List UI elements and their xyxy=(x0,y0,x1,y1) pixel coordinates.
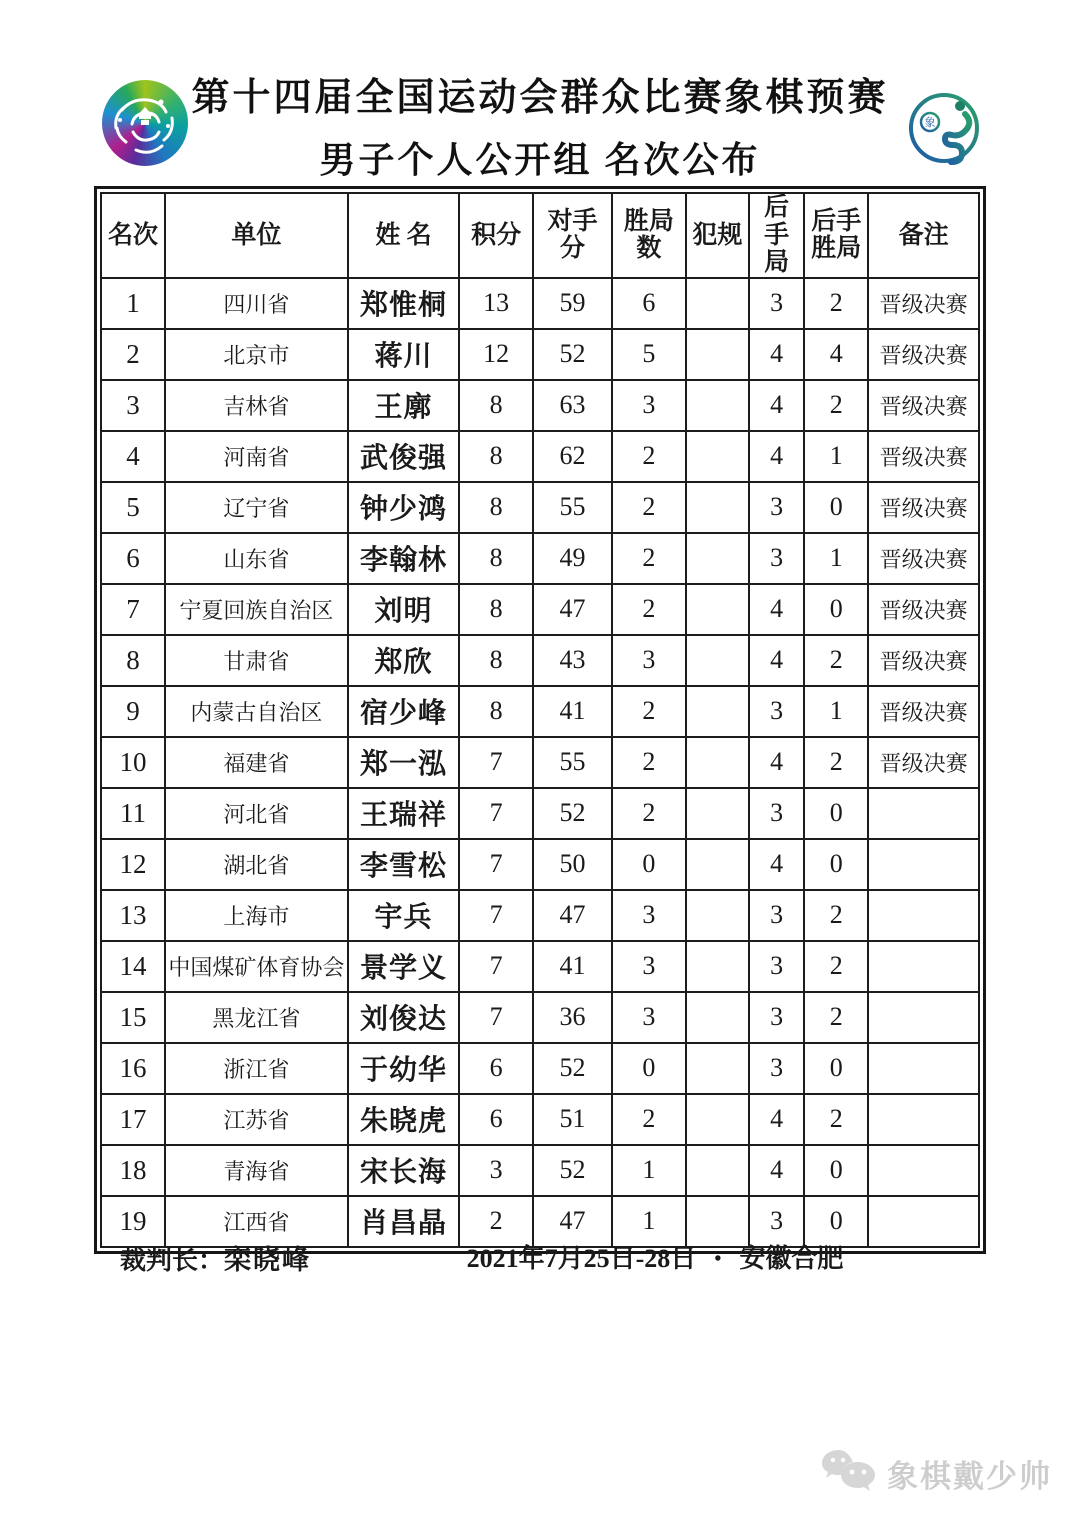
chief-judge-label: 裁判长： xyxy=(120,1246,225,1275)
table-cell: 3 xyxy=(749,941,804,992)
table-cell: 蒋川 xyxy=(348,329,460,380)
table-cell: 0 xyxy=(804,584,868,635)
table-cell: 3 xyxy=(459,1145,533,1196)
table-cell: 6 xyxy=(459,1043,533,1094)
table-cell: 47 xyxy=(533,890,612,941)
table-cell: 8 xyxy=(459,431,533,482)
table-cell: 2 xyxy=(612,686,686,737)
table-cell: 14 xyxy=(101,941,165,992)
table-cell: 晋级决赛 xyxy=(868,686,979,737)
table-cell xyxy=(686,839,749,890)
table-cell: 武俊强 xyxy=(348,431,460,482)
header-row xyxy=(101,193,979,278)
page-footer xyxy=(0,1238,1080,1278)
table-cell: 0 xyxy=(804,788,868,839)
table-cell: 52 xyxy=(533,1043,612,1094)
table-cell: 8 xyxy=(459,584,533,635)
table-cell: 7 xyxy=(459,788,533,839)
table-cell: 7 xyxy=(459,839,533,890)
table-cell: 50 xyxy=(533,839,612,890)
table-cell: 2 xyxy=(612,533,686,584)
table-cell: 景学义 xyxy=(348,941,460,992)
table-cell: 18 xyxy=(101,1145,165,1196)
svg-text:象: 象 xyxy=(924,117,936,129)
table-cell: 宋长海 xyxy=(348,1145,460,1196)
table-cell: 晋级决赛 xyxy=(868,482,979,533)
table-cell xyxy=(686,278,749,329)
table-cell: 3 xyxy=(101,380,165,431)
watermark-text: 象棋戴少帅 xyxy=(887,1459,1052,1494)
table-cell: 62 xyxy=(533,431,612,482)
table-cell: 7 xyxy=(459,992,533,1043)
table-cell: 辽宁省 xyxy=(165,482,348,533)
table-cell: 47 xyxy=(533,1196,612,1247)
table-cell: 41 xyxy=(533,686,612,737)
table-cell: 2 xyxy=(612,584,686,635)
table-cell: 3 xyxy=(749,1043,804,1094)
table-cell: 10 xyxy=(101,737,165,788)
table-cell: 4 xyxy=(749,329,804,380)
table-cell: 41 xyxy=(533,941,612,992)
table-cell xyxy=(868,890,979,941)
table-cell: 36 xyxy=(533,992,612,1043)
table-cell: 2 xyxy=(804,737,868,788)
table-cell: 郑欣 xyxy=(348,635,460,686)
column-header: 姓 名 xyxy=(348,193,460,278)
table-cell xyxy=(868,992,979,1043)
table-cell: 3 xyxy=(612,635,686,686)
table-cell: 2 xyxy=(804,1094,868,1145)
table-cell: 3 xyxy=(749,686,804,737)
table-cell: 12 xyxy=(101,839,165,890)
table-cell: 宁夏回族自治区 xyxy=(165,584,348,635)
table-cell: 1 xyxy=(612,1196,686,1247)
table-row xyxy=(101,278,979,329)
table-cell: 上海市 xyxy=(165,890,348,941)
table-cell: 4 xyxy=(101,431,165,482)
table-cell: 王廓 xyxy=(348,380,460,431)
table-cell: 2 xyxy=(612,788,686,839)
table-cell: 2 xyxy=(612,737,686,788)
table-row xyxy=(101,533,979,584)
column-header: 犯规 xyxy=(686,193,749,278)
table-cell: 3 xyxy=(612,941,686,992)
table-cell xyxy=(868,788,979,839)
table-cell: 7 xyxy=(459,941,533,992)
table-cell: 6 xyxy=(459,1094,533,1145)
column-header: 对手分 xyxy=(533,193,612,278)
table-cell xyxy=(868,1043,979,1094)
table-cell: 3 xyxy=(749,788,804,839)
table-cell: 山东省 xyxy=(165,533,348,584)
wechat-icon xyxy=(821,1448,879,1499)
table-cell: 7 xyxy=(101,584,165,635)
table-cell: 王瑞祥 xyxy=(348,788,460,839)
table-cell: 江西省 xyxy=(165,1196,348,1247)
table-row xyxy=(101,635,979,686)
table-cell: 3 xyxy=(612,890,686,941)
event-date: 2021年7月25日-28日 xyxy=(466,1244,697,1273)
watermark xyxy=(821,1448,1052,1499)
table-cell: 11 xyxy=(101,788,165,839)
table-cell: 7 xyxy=(459,737,533,788)
table-cell: 8 xyxy=(459,533,533,584)
table-cell: 9 xyxy=(101,686,165,737)
table-cell: 郑惟桐 xyxy=(348,278,460,329)
table-cell: 甘肃省 xyxy=(165,635,348,686)
table-cell: 4 xyxy=(749,584,804,635)
chief-judge-name: 栾晓峰 xyxy=(224,1245,312,1275)
table-cell: 2 xyxy=(804,941,868,992)
table-cell xyxy=(686,686,749,737)
page-title: 第十四届全国运动会群众比赛象棋预赛 xyxy=(191,77,889,119)
table-cell: 2 xyxy=(804,992,868,1043)
table-row xyxy=(101,380,979,431)
table-cell: 河南省 xyxy=(165,431,348,482)
table-cell: 0 xyxy=(804,482,868,533)
table-cell: 3 xyxy=(749,533,804,584)
table-cell: 于幼华 xyxy=(348,1043,460,1094)
table-cell: 中国煤矿体育协会 xyxy=(165,941,348,992)
table-cell: 0 xyxy=(804,839,868,890)
table-cell xyxy=(868,941,979,992)
table-cell: 52 xyxy=(533,329,612,380)
column-header: 单位 xyxy=(165,193,348,278)
table-cell: 55 xyxy=(533,737,612,788)
table-cell: 晋级决赛 xyxy=(868,635,979,686)
table-cell: 1 xyxy=(101,278,165,329)
table-cell: 13 xyxy=(101,890,165,941)
table-cell: 4 xyxy=(804,329,868,380)
table-cell: 晋级决赛 xyxy=(868,329,979,380)
table-cell: 49 xyxy=(533,533,612,584)
table-cell: 晋级决赛 xyxy=(868,431,979,482)
table-cell: 0 xyxy=(612,839,686,890)
column-header: 备注 xyxy=(868,193,979,278)
table-row xyxy=(101,1094,979,1145)
table-row xyxy=(101,482,979,533)
table-row xyxy=(101,1145,979,1196)
table-cell: 3 xyxy=(749,482,804,533)
chief-judge xyxy=(120,1238,311,1277)
table-cell: 黑龙江省 xyxy=(165,992,348,1043)
table-cell: 晋级决赛 xyxy=(868,533,979,584)
table-cell: 6 xyxy=(101,533,165,584)
table-row xyxy=(101,686,979,737)
results-table xyxy=(100,192,980,1248)
table-cell: 16 xyxy=(101,1043,165,1094)
table-cell: 0 xyxy=(804,1043,868,1094)
table-cell: 2 xyxy=(804,278,868,329)
table-cell: 内蒙古自治区 xyxy=(165,686,348,737)
table-cell: 0 xyxy=(804,1196,868,1247)
table-cell: 8 xyxy=(459,635,533,686)
table-cell: 7 xyxy=(459,890,533,941)
column-header: 名次 xyxy=(101,193,165,278)
table-cell xyxy=(686,482,749,533)
table-cell xyxy=(686,431,749,482)
table-cell: 肖昌晶 xyxy=(348,1196,460,1247)
table-row xyxy=(101,992,979,1043)
page-subtitle: 男子个人公开组 名次公布 xyxy=(319,140,761,180)
table-cell: 晋级决赛 xyxy=(868,737,979,788)
table-cell: 宿少峰 xyxy=(348,686,460,737)
table-cell: 43 xyxy=(533,635,612,686)
table-cell xyxy=(686,635,749,686)
column-header: 后手局 xyxy=(749,193,804,278)
column-header: 后手胜局 xyxy=(804,193,868,278)
table-cell: 0 xyxy=(612,1043,686,1094)
table-cell: 55 xyxy=(533,482,612,533)
table-cell: 2 xyxy=(804,380,868,431)
table-cell: 江苏省 xyxy=(165,1094,348,1145)
table-cell: 0 xyxy=(804,1145,868,1196)
table-cell: 刘明 xyxy=(348,584,460,635)
table-cell: 4 xyxy=(749,431,804,482)
table-cell: 51 xyxy=(533,1094,612,1145)
table-cell: 3 xyxy=(749,278,804,329)
table-cell: 4 xyxy=(749,1145,804,1196)
table-cell: 刘俊达 xyxy=(348,992,460,1043)
table-cell xyxy=(868,839,979,890)
table-cell xyxy=(686,941,749,992)
table-row xyxy=(101,839,979,890)
table-cell: 59 xyxy=(533,278,612,329)
table-cell xyxy=(686,737,749,788)
table-cell: 17 xyxy=(101,1094,165,1145)
dot-separator: • xyxy=(714,1248,722,1270)
column-header: 胜局数 xyxy=(612,193,686,278)
table-row xyxy=(101,737,979,788)
table-cell: 4 xyxy=(749,1094,804,1145)
table-cell: 四川省 xyxy=(165,278,348,329)
table-cell: 晋级决赛 xyxy=(868,278,979,329)
table-cell: 2 xyxy=(612,431,686,482)
table-cell: 15 xyxy=(101,992,165,1043)
table-cell: 8 xyxy=(459,686,533,737)
table-cell: 3 xyxy=(749,890,804,941)
table-row xyxy=(101,329,979,380)
table-cell xyxy=(868,1094,979,1145)
table-cell: 13 xyxy=(459,278,533,329)
table-cell: 6 xyxy=(612,278,686,329)
event-location: 安徽合肥 xyxy=(739,1244,844,1273)
table-row xyxy=(101,890,979,941)
table-cell: 北京市 xyxy=(165,329,348,380)
table-cell: 4 xyxy=(749,635,804,686)
table-cell: 4 xyxy=(749,380,804,431)
table-cell: 1 xyxy=(804,533,868,584)
table-cell: 52 xyxy=(533,788,612,839)
table-cell: 8 xyxy=(101,635,165,686)
table-cell: 2 xyxy=(612,482,686,533)
table-row xyxy=(101,431,979,482)
table-cell: 宇兵 xyxy=(348,890,460,941)
table-cell: 吉林省 xyxy=(165,380,348,431)
table-cell xyxy=(686,380,749,431)
table-cell: 19 xyxy=(101,1196,165,1247)
table-cell: 52 xyxy=(533,1145,612,1196)
table-cell xyxy=(686,890,749,941)
table-cell xyxy=(686,1043,749,1094)
table-cell: 1 xyxy=(804,686,868,737)
table-row xyxy=(101,788,979,839)
table-cell: 5 xyxy=(101,482,165,533)
table-cell xyxy=(686,329,749,380)
table-cell xyxy=(686,992,749,1043)
table-cell: 5 xyxy=(612,329,686,380)
table-cell: 47 xyxy=(533,584,612,635)
table-cell: 钟少鸿 xyxy=(348,482,460,533)
table-cell: 李雪松 xyxy=(348,839,460,890)
table-cell xyxy=(686,1094,749,1145)
table-cell: 3 xyxy=(612,992,686,1043)
table-cell: 福建省 xyxy=(165,737,348,788)
table-cell xyxy=(686,584,749,635)
table-cell: 湖北省 xyxy=(165,839,348,890)
table-cell: 浙江省 xyxy=(165,1043,348,1094)
table-row xyxy=(101,584,979,635)
table-cell: 1 xyxy=(804,431,868,482)
table-cell: 3 xyxy=(749,1196,804,1247)
table-cell: 1 xyxy=(612,1145,686,1196)
table-cell xyxy=(686,533,749,584)
page-header xyxy=(0,0,1080,185)
table-cell: 2 xyxy=(612,1094,686,1145)
table-cell: 晋级决赛 xyxy=(868,584,979,635)
table-row xyxy=(101,1043,979,1094)
table-cell: 晋级决赛 xyxy=(868,380,979,431)
table-cell xyxy=(686,1145,749,1196)
table-cell: 李翰林 xyxy=(348,533,460,584)
table-cell: 8 xyxy=(459,380,533,431)
xiangqi-event-logo-icon xyxy=(903,90,985,172)
event-info xyxy=(430,1238,880,1275)
table-cell xyxy=(686,788,749,839)
table-cell: 2 xyxy=(101,329,165,380)
results-table-frame xyxy=(94,186,986,1254)
table-cell: 4 xyxy=(749,839,804,890)
table-cell: 河北省 xyxy=(165,788,348,839)
table-cell: 青海省 xyxy=(165,1145,348,1196)
table-cell: 2 xyxy=(804,890,868,941)
table-cell: 4 xyxy=(749,737,804,788)
table-cell: 12 xyxy=(459,329,533,380)
table-cell xyxy=(868,1145,979,1196)
table-cell: 3 xyxy=(612,380,686,431)
column-header: 积分 xyxy=(459,193,533,278)
table-cell: 郑一泓 xyxy=(348,737,460,788)
table-cell: 2 xyxy=(459,1196,533,1247)
table-cell: 3 xyxy=(749,992,804,1043)
table-cell: 2 xyxy=(804,635,868,686)
table-row xyxy=(101,941,979,992)
table-cell: 朱晓虎 xyxy=(348,1094,460,1145)
table-cell: 8 xyxy=(459,482,533,533)
table-cell: 63 xyxy=(533,380,612,431)
